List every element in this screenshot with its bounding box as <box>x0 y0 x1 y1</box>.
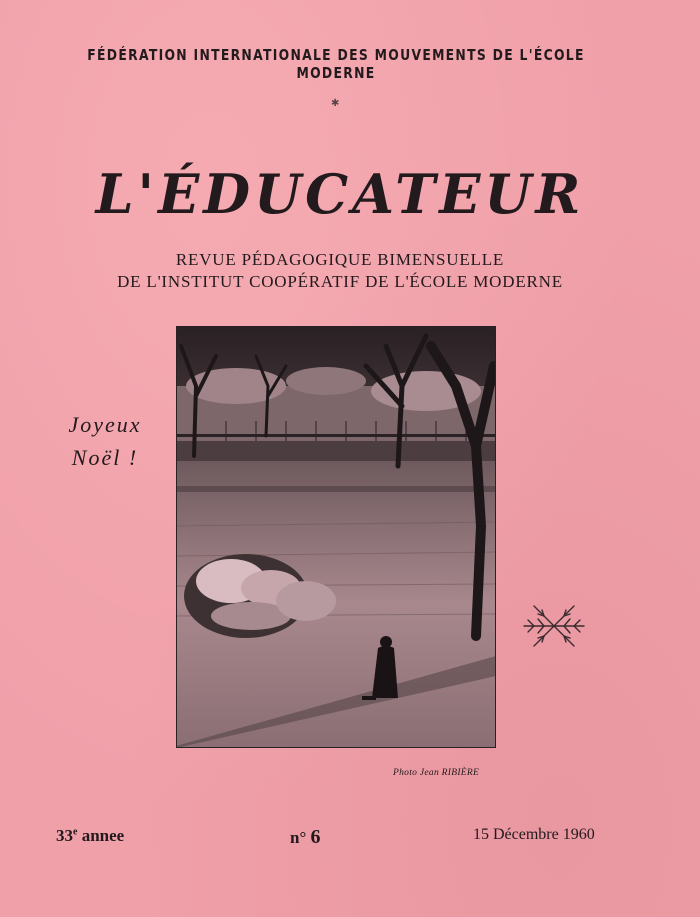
issue-number <box>290 826 321 849</box>
federation-header: FÉDÉRATION INTERNATIONALE DES MOUVEMENTS DE L'ÉCOLE MODERNE <box>87 46 585 82</box>
subtitle-line-1: REVUE PÉDAGOGIQUE BIMENSUELLE <box>175 250 505 269</box>
issue-value: 6 <box>310 826 321 848</box>
greeting-line-1: Joyeux <box>68 412 142 437</box>
year-suffix: e <box>73 826 78 838</box>
year-number: 33 <box>56 826 73 845</box>
cover-photo <box>176 326 496 748</box>
greeting-line-2: Noël ! <box>71 445 139 470</box>
snowflake-icon <box>520 600 588 652</box>
year-label: annee <box>81 826 125 845</box>
subtitle-line-2: DE L'INSTITUT COOPÉRATIF DE L'ÉCOLE MODERNE <box>117 272 563 291</box>
star-ornament-icon: ✱ <box>331 98 340 109</box>
magazine-title: L'ÉDUCATEUR <box>95 162 585 226</box>
issue-date: 15 Décembre 1960 <box>473 826 595 843</box>
volume-year <box>56 826 124 846</box>
issue-prefix: n° <box>290 828 307 847</box>
photo-credit: Photo Jean RIBIÈRE <box>393 768 480 778</box>
